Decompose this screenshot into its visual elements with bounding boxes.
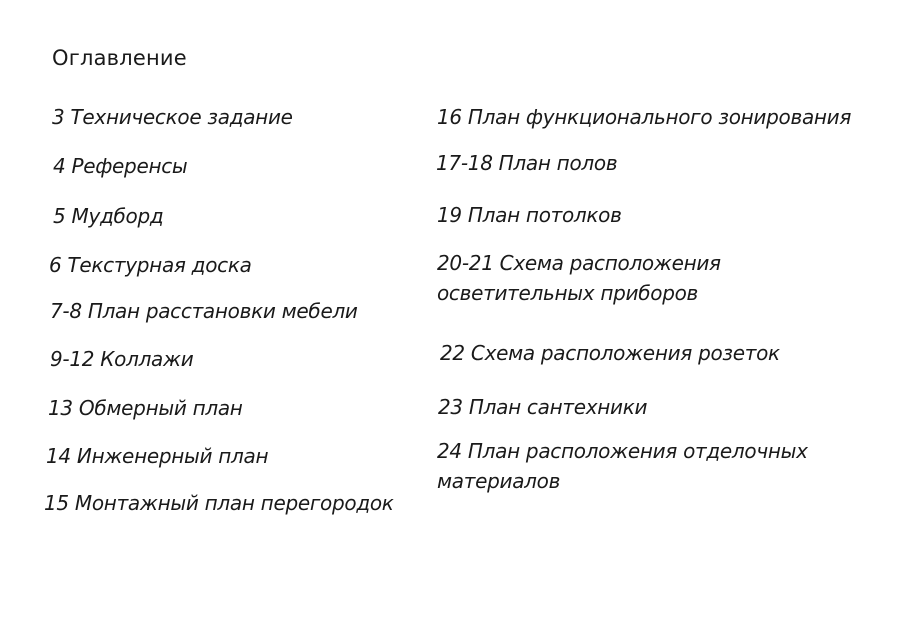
toc-entry-line: 24 План расположения отделочных <box>437 439 808 463</box>
toc-entry-texture-board: 6 Текстурная доска <box>49 253 252 277</box>
toc-entry-plumbing-plan <box>438 392 647 422</box>
toc-title: Оглавление <box>52 46 187 70</box>
toc-entry-line: 23 План сантехники <box>438 395 648 419</box>
toc-entry-finishing-materials-plan <box>437 436 808 496</box>
toc-entry-measurement-plan: 13 Обмерный план <box>48 396 243 420</box>
toc-entry-line: 17-18 План полов <box>436 151 618 175</box>
toc-entry-line: материалов <box>437 469 561 493</box>
toc-entry-line: 22 Схема расположения розеток <box>440 341 780 365</box>
toc-entry-floor-plan <box>436 148 617 178</box>
toc-entry-line: 19 План потолков <box>437 203 622 227</box>
toc-entry-ceiling-plan <box>437 200 622 230</box>
toc-entry-moodboard: 5 Мудборд <box>53 204 164 228</box>
toc-entry-socket-scheme <box>440 338 780 368</box>
toc-entry-technical-task: 3 Техническое задание <box>52 105 293 129</box>
toc-entry-partition-plan: 15 Монтажный план перегородок <box>44 491 394 515</box>
toc-entry-collages: 9-12 Коллажи <box>50 347 194 371</box>
toc-entry-line: 16 План функционального зонирования <box>437 105 852 129</box>
toc-entry-engineering-plan: 14 Инженерный план <box>46 444 269 468</box>
toc-entry-lighting-scheme <box>437 248 721 308</box>
toc-entry-zoning-plan <box>437 102 851 132</box>
toc-entry-furniture-plan: 7-8 План расстановки мебели <box>50 299 358 323</box>
toc-entry-line: 20-21 Схема расположения <box>437 251 721 275</box>
toc-entry-references: 4 Референсы <box>53 154 188 178</box>
toc-entry-line: осветительных приборов <box>437 281 699 305</box>
